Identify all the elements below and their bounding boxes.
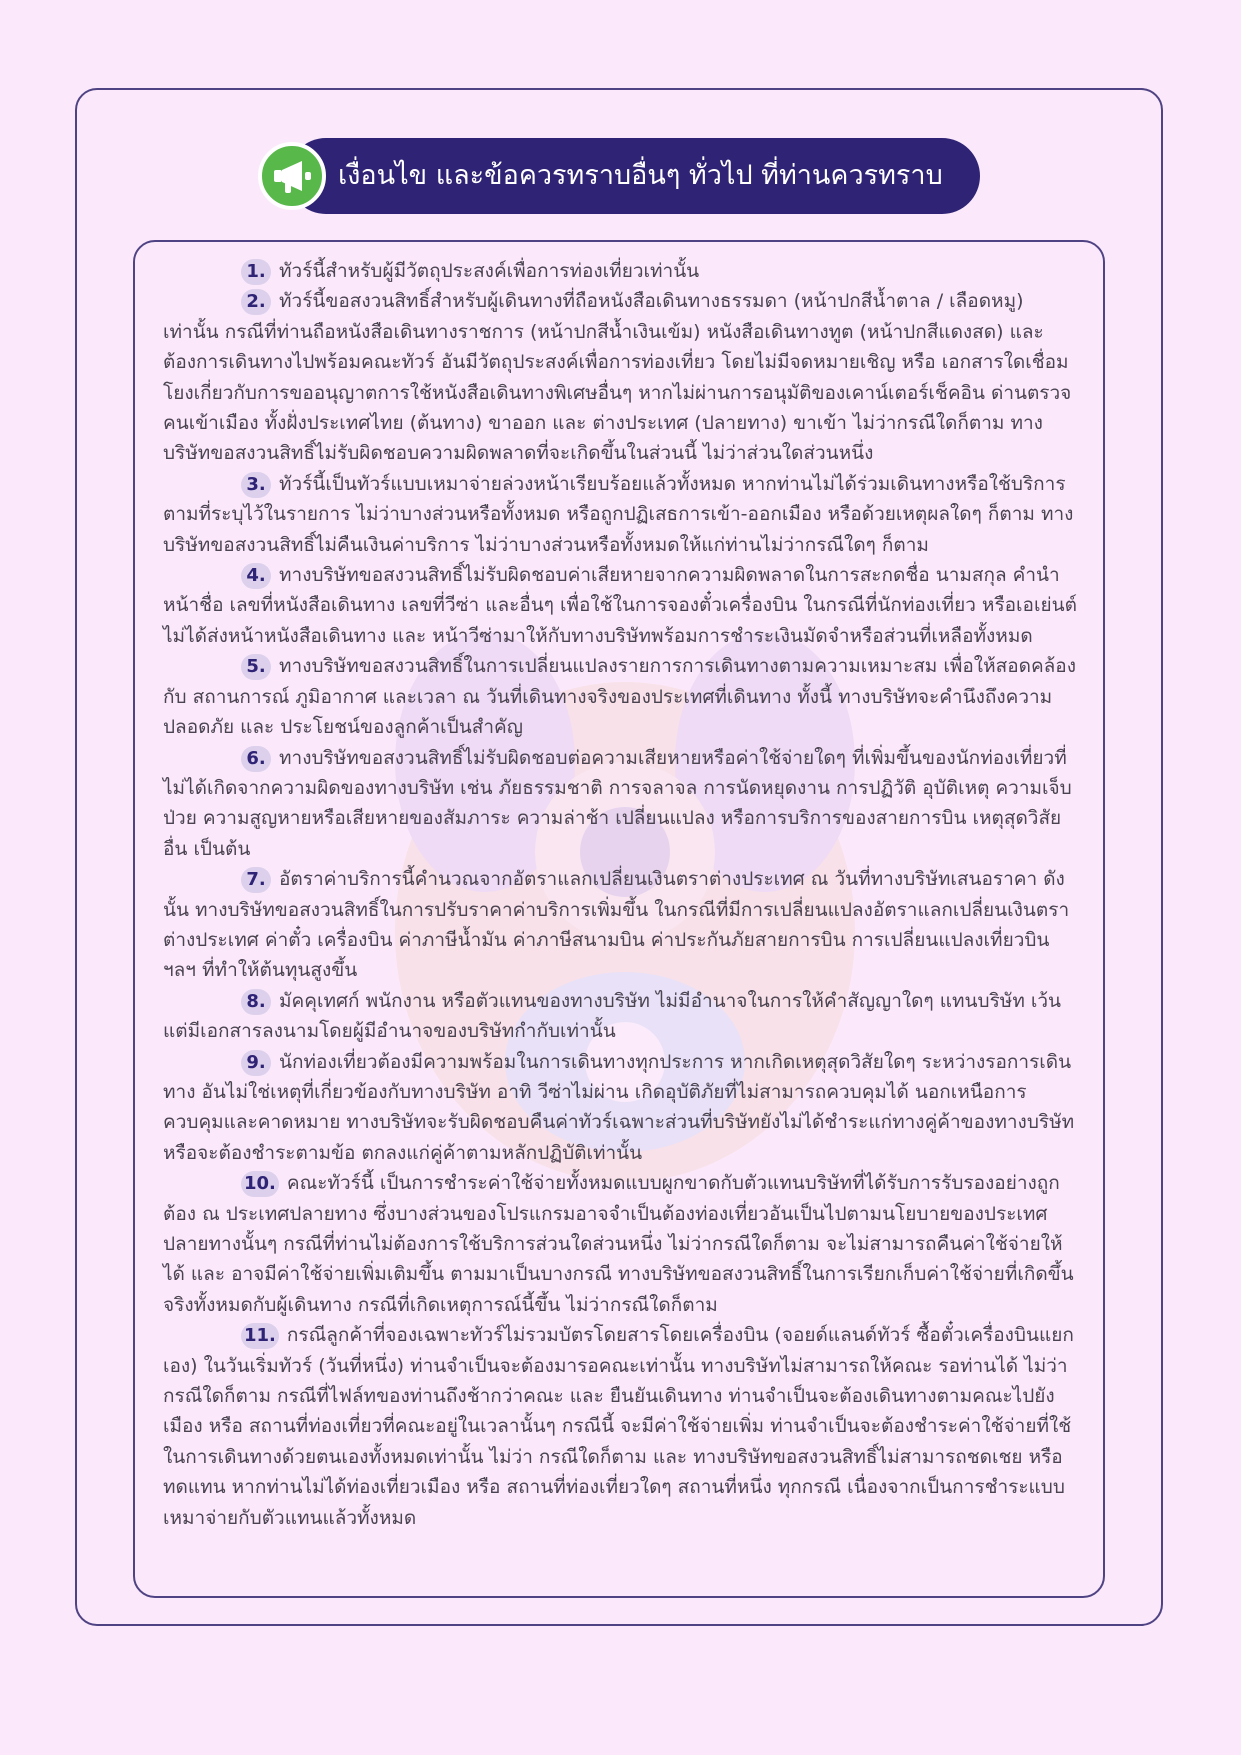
term-item-9 xyxy=(163,1047,1079,1169)
term-text: ทางบริษัทขอสงวนสิทธิ์ในการเปลี่ยนแปลงรายการการเดินทางตามความเหมาะสม เพื่อให้สอดคล้องกับ สถานการณ์ ภูมิอากาศ และเวลา ณ วันที่เดินทางจริงของประเทศที่เดินทาง ทั้งนี้ ทางบริษัทจะคำนึงถึงความปลอดภัย และ ประโยชน์ของลูกค้าเป็นสำคัญ xyxy=(163,655,1076,739)
term-number: 2. xyxy=(241,289,271,315)
term-text: คณะทัวร์นี้ เป็นการชำระค่าใช้จ่ายทั้งหมดแบบผูกขาดกับตัวแทนบริษัทที่ได้รับการรับรองอย่างถูกต้อง ณ ประเทศปลายทาง ซึ่งบางส่วนของโปรแกรมอาจจำเป็นต้องท่องเที่ยวอันเป็นไปตามนโยบายของประเทศปลายทางนั้นๆ กรณีที่ท่านไม่ต้องการใช้บริการส่วนใดส่วนหนึ่ง ไม่ว่ากรณีใดก็ตาม จะไม่สามารถคืนค่าใช้จ่ายให้ได้ และ อาจมีค่าใช้จ่ายเพิ่มเติมขึ้น ตามมาเป็นบางกรณี ทางบริษัทขอสงวนสิทธิ์ในการเรียกเก็บค่าใช้จ่ายที่เกิดขึ้นจริงทั้งหมดกับผู้เดินทาง กรณีที่เกิดเหตุการณ์นี้ขึ้น ไม่ว่ากรณีใดก็ตาม xyxy=(163,1172,1074,1316)
term-item-2 xyxy=(163,286,1079,468)
term-text: มัคคุเทศก์ พนักงาน หรือตัวแทนของทางบริษัท ไม่มีอำนาจในการให้คำสัญญาใดๆ แทนบริษัท เว้นแต่มีเอกสารลงนามโดยผู้มีอำนาจของบริษัทกำกับเท่านั้น xyxy=(163,989,1062,1043)
term-text: ทางบริษัทขอสงวนสิทธิ์ไม่รับผิดชอบต่อความเสียหายหรือค่าใช้จ่ายใดๆ ที่เพิ่มขึ้นของนักท่องเที่ยวที่ไม่ได้เกิดจากความผิดของทางบริษัท เช่น ภัยธรรมชาติ การจลาจล การนัดหยุดงาน การปฏิวัติ อุบัติเหตุ ความเจ็บป่วย ความสูญหายหรือเสียหายของสัมภาระ ความล่าช้า เปลี่ยนแปลง หรือการบริการของสายการบิน เหตุสุดวิสัยอื่น เป็นต้น xyxy=(163,746,1072,860)
term-text: อัตราค่าบริการนี้คำนวณจากอัตราแลกเปลี่ยนเงินตราต่างประเทศ ณ วันที่ทางบริษัทเสนอราคา ดังนั้น ทางบริษัทขอสงวนสิทธิ์ในการปรับราคาค่าบริการเพิ่มขึ้น ในกรณีที่มีการเปลี่ยนแปลงอัตราแลกเปลี่ยนเงินตราต่างประเทศ ค่าตั๋ว เครื่องบิน ค่าภาษีน้ำมัน ค่าภาษีสนามบิน ค่าประกันภัยสายการบิน การเปลี่ยนแปลงเที่ยวบิน ฯลฯ ที่ทำให้ต้นทุนสูงขึ้น xyxy=(163,868,1070,982)
term-number: 5. xyxy=(241,654,271,680)
term-item-7 xyxy=(163,864,1079,986)
term-text: ทัวร์นี้เป็นทัวร์แบบเหมาจ่ายล่วงหน้าเรียบร้อยแล้วทั้งหมด หากท่านไม่ได้ร่วมเดินทางหรือใช้บริการตามที่ระบุไว้ในรายการ ไม่ว่าบางส่วนหรือทั้งหมด หรือถูกปฏิเสธการเข้า-ออกเมือง หรือด้วยเหตุผลใดๆ ก็ตาม ทางบริษัทขอสงวนสิทธิ์ไม่คืนเงินค่าบริการ ไม่ว่าบางส่วนหรือทั้งหมดให้แก่ท่านไม่ว่ากรณีใดๆ ก็ตาม xyxy=(163,472,1074,556)
term-number: 9. xyxy=(241,1050,271,1076)
term-number: 8. xyxy=(241,989,271,1015)
term-item-4 xyxy=(163,560,1079,651)
term-number: 10. xyxy=(241,1171,279,1197)
term-item-5 xyxy=(163,651,1079,742)
page-title: เงื่อนไข และข้อควรทราบอื่นๆ ทั่วไป ที่ท่านควรทราบ xyxy=(338,160,943,191)
term-number: 4. xyxy=(241,563,271,589)
term-item-8 xyxy=(163,986,1079,1047)
term-number: 7. xyxy=(241,867,271,893)
term-item-10 xyxy=(163,1168,1079,1320)
terms-panel xyxy=(133,240,1105,1598)
term-text: กรณีลูกค้าที่จองเฉพาะทัวร์ไม่รวมบัตรโดยสารโดยเครื่องบิน (จอยด์แลนด์ทัวร์ ซื้อตั๋วเครื่องบินแยกเอง) ในวันเริ่มทัวร์ (วันที่หนึ่ง) ท่านจำเป็นจะต้องมารอคณะเท่านั้น ทางบริษัทไม่สามารถให้คณะ รอท่านได้ ไม่ว่ากรณีใดก็ตาม กรณีที่ไฟล์ทของท่านถึงช้ากว่าคณะ และ ยืนยันเดินทาง ท่านจำเป็นจะต้องเดินทางตามคณะไปยังเมือง หรือ สถานที่ท่องเที่ยวที่คณะอยู่ในเวลานั้นๆ กรณีนี้ จะมีค่าใช้จ่ายเพิ่ม ท่านจำเป็นจะต้องชำระค่าใช้จ่ายที่ใช้ในการเดินทางด้วยตนเองทั้งหมดเท่านั้น ไม่ว่า กรณีใดก็ตาม และ ทางบริษัทขอสงวนสิทธิ์ไม่สามารถชดเชย หรือ ทดแทน หากท่านไม่ได้ท่องเที่ยวเมือง หรือ สถานที่ท่องเที่ยวใดๆ สถานที่หนึ่ง ทุกกรณี เนื่องจากเป็นการชำระแบบเหมาจ่ายกับตัวแทนแล้วทั้งหมด xyxy=(163,1324,1074,1529)
term-text: ทางบริษัทขอสงวนสิทธิ์ไม่รับผิดชอบค่าเสียหายจากความผิดพลาดในการสะกดชื่อ นามสกุล คำนำหน้าชื่อ เลขที่หนังสือเดินทาง เลขที่วีซ่า และอื่นๆ เพื่อใช้ในการจองตั๋วเครื่องบิน ในกรณีที่นักท่องเที่ยว หรือเอเย่นต์ไม่ได้ส่งหน้าหนังสือเดินทาง และ หน้าวีซ่ามาให้กับทางบริษัทพร้อมการชำระเงินมัดจำหรือส่วนที่เหลือทั้งหมด xyxy=(163,564,1077,647)
megaphone-icon xyxy=(258,142,326,210)
term-number: 6. xyxy=(241,746,271,772)
term-item-11 xyxy=(163,1320,1079,1533)
term-text: นักท่องเที่ยวต้องมีความพร้อมในการเดินทางทุกประการ หากเกิดเหตุสุดวิสัยใดๆ ระหว่างรอการเดินทาง อันไม่ใช่เหตุที่เกี่ยวข้องกับทางบริษัท อาทิ วีซ่าไม่ผ่าน เกิดอุบัติภัยที่ไม่สามารถควบคุมได้ นอกเหนือการควบคุมและคาดหมาย ทางบริษัทจะรับผิดชอบคืนค่าทัวร์เฉพาะส่วนที่บริษัทยังไม่ได้ชำระแก่ทางคู่ค้าของทางบริษัท หรือจะต้องชำระตามข้อ ตกลงแก่คู่ค้าตามหลักปฏิบัติเท่านั้น xyxy=(163,1050,1075,1164)
term-number: 11. xyxy=(241,1323,279,1349)
term-item-6 xyxy=(163,743,1079,865)
term-number: 1. xyxy=(241,259,271,285)
term-item-3 xyxy=(163,469,1079,560)
title-banner xyxy=(258,138,980,214)
terms-list xyxy=(163,256,1079,1533)
term-number: 3. xyxy=(241,472,271,498)
term-item-1 xyxy=(163,256,1079,286)
term-text: ทัวร์นี้สำหรับผู้มีวัตถุประสงค์เพื่อการท่องเที่ยวเท่านั้น xyxy=(279,260,700,282)
term-text: ทัวร์นี้ขอสงวนสิทธิ์สำหรับผู้เดินทางที่ถือหนังสือเดินทางธรรมดา (หน้าปกสีน้ำตาล / เลือดหมู) เท่านั้น กรณีที่ท่านถือหนังสือเดินทางราชการ (หน้าปกสีน้ำเงินเข้ม) หนังสือเดินทางทูต (หน้าปกสีแดงสด) และต้องการเดินทางไปพร้อมคณะทัวร์ อันมีวัตถุประสงค์เพื่อการท่องเที่ยว โดยไม่มีจดหมายเชิญ หรือ เอกสารใดเชื่อมโยงเกี่ยวกับการขออนุญาตการใช้หนังสือเดินทางพิเศษอื่นๆ หากไม่ผ่านการอนุมัติของเคาน์เตอร์เช็คอิน ด่านตรวจคนเข้าเมือง ทั้งฝั่งประเทศไทย (ต้นทาง) ขาออก และ ต่างประเทศ (ปลายทาง) ขาเข้า ไม่ว่ากรณีใดก็ตาม ทางบริษัทขอสงวนสิทธิ์ไม่รับผิดชอบความผิดพลาดที่จะเกิดขึ้นในส่วนนี้ ไม่ว่าส่วนใดส่วนหนึ่ง xyxy=(163,290,1072,465)
